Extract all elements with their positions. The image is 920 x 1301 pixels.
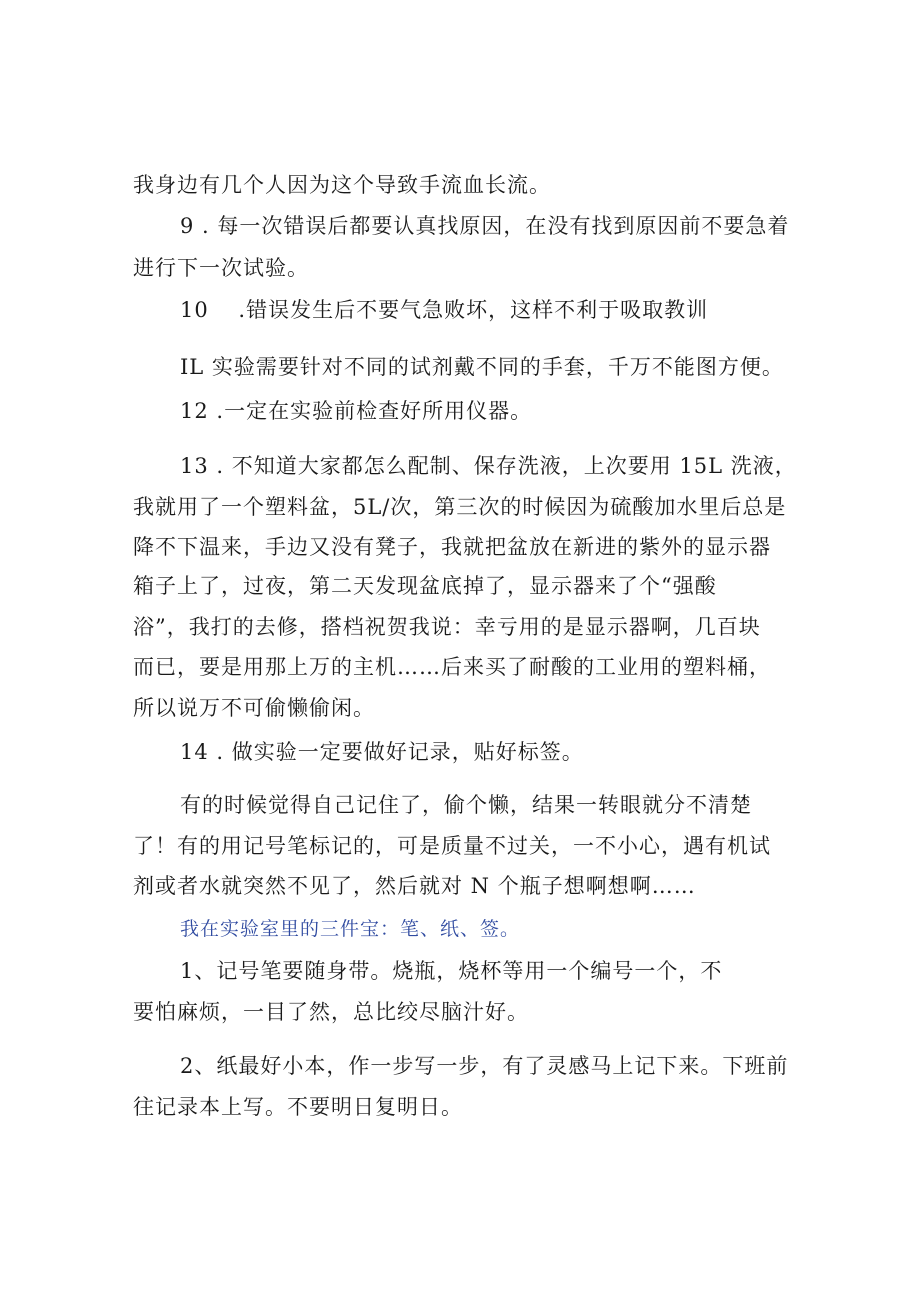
paragraph-line-1: 有的时候觉得自己记住了，偷个懒，结果一转眼就分不清楚 [180, 793, 752, 817]
item-14-line: 14 . 做实验一定要做好记录，贴好标签。 [180, 740, 584, 764]
item-13-line-7: 所以说万不可偷懒偷闲。 [133, 696, 375, 720]
item-13-line-2: 我就用了一个塑料盆，5L/次，第三次的时候因为硫酸加水里后总是 [133, 495, 787, 519]
list-item-1-line-2: 要怕麻烦，一目了然，总比绞尽脑汁好。 [133, 1000, 529, 1024]
item-13-line-6: 而已，要是用那上万的主机……后来买了耐酸的工业用的塑料桶， [133, 655, 771, 679]
list-item-2-line-2: 往记录本上写。不要明日复明日。 [133, 1095, 463, 1119]
item-10-line: 10 .错误发生后不要气急败坏，这样不利于吸取教训 [180, 298, 709, 322]
section-heading: 我在实验室里的三件宝：笔、纸、签。 [180, 918, 521, 940]
paragraph-line-3: 剂或者水就突然不见了，然后就对 N 个瓶子想啊想啊…… [133, 874, 696, 898]
item-13-line-3: 降不下温来，手边又没有凳子，我就把盆放在新进的紫外的显示器 [133, 535, 771, 559]
item-9-line-1: 9 . 每一次错误后都要认真找原因，在没有找到原因前不要急着 [180, 214, 790, 238]
item-12-line: 12 .一定在实验前检查好所用仪器。 [180, 399, 533, 423]
item-11-line: IL 实验需要针对不同的试剂戴不同的手套，千万不能图方便。 [180, 355, 784, 379]
paragraph-text-line: 我身边有几个人因为这个导致手流血长流。 [133, 173, 551, 197]
item-13-line-1: 13 . 不知道大家都怎么配制、保存洗液，上次要用 15L 洗液， [180, 454, 797, 478]
list-item-2-line-1: 2、纸最好小本，作一步写一步，有了灵感马上记下来。下班前 [180, 1054, 789, 1078]
list-item-1-line-1: 1、记号笔要随身带。烧瓶，烧杯等用一个编号一个，不 [180, 959, 723, 983]
item-13-line-4: 箱子上了，过夜，第二天发现盆底掉了，显示器来了个“强酸 [133, 574, 717, 598]
item-13-line-5: 浴”，我打的去修，搭档祝贺我说：幸亏用的是显示器啊，几百块 [133, 615, 761, 639]
paragraph-line-2: 了！有的用记号笔标记的，可是质量不过关，一不小心，遇有机试 [133, 834, 771, 858]
item-9-line-2: 进行下一次试验。 [133, 256, 309, 280]
